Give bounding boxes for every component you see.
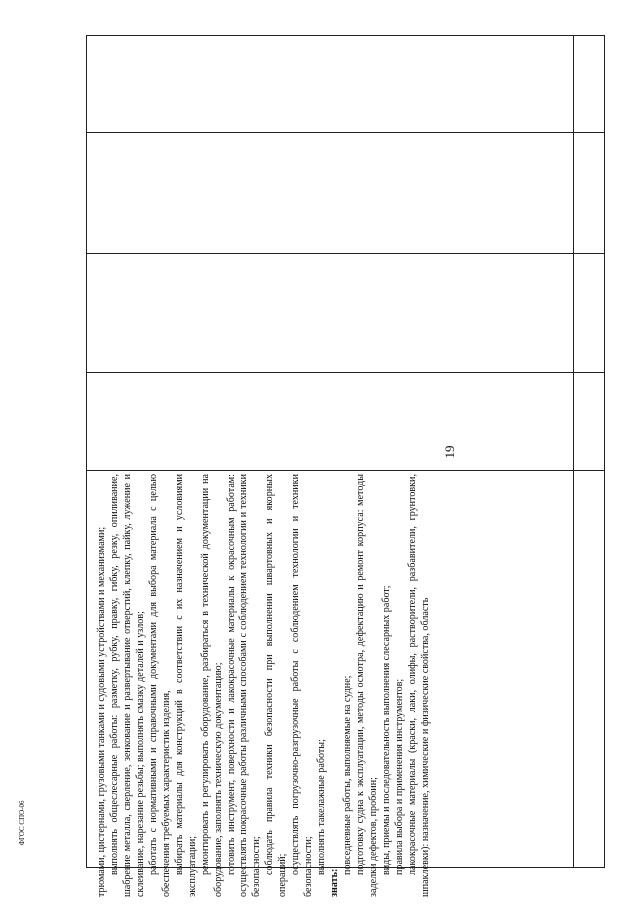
- table-row-divider-4: [86, 470, 604, 471]
- text-paragraph: повседневные работы, выполняемые на судне;: [342, 675, 354, 875]
- text-paragraph: подготовку судна к эксплуатации, методы осмотра, дефектацию и ремонт корпуса: методы заделки дефектов, пробоин;: [355, 474, 380, 897]
- text-paragraph: выполнять такелажные работы;: [316, 739, 328, 875]
- text-paragraph: выбирать материалы для конструкций в соответствии с их назначением и условиями эксплуатации;: [173, 474, 198, 897]
- text-paragraph: ремонтировать и регулировать оборудование, разбираться в технической документации на оборудование, заполнять техническую документацию;: [199, 474, 224, 897]
- text-paragraph: лакокрасочные материалы (краски, лаки, олифы, растворители, разбавители, грунтовки, шпаклевки): назначение, химические и физические свойства, область: [406, 474, 431, 897]
- table-row-divider-3: [86, 372, 604, 373]
- text-paragraph: осуществлять погрузочно-разгрузочные работы с соблюдением технологии и техники безопасности;: [290, 474, 315, 897]
- skills-knowledge-cell: [96, 472, 572, 899]
- footer-code: ФГОС СПО-06: [18, 800, 26, 846]
- table-border-top: [86, 35, 604, 36]
- table-border-right: [604, 35, 605, 868]
- text-paragraph: соблюдать правила техники безопасности при выполнении швартовных и якорных операций;: [264, 474, 289, 897]
- table-border-left: [86, 35, 87, 868]
- section-heading: знать:: [329, 868, 341, 897]
- table-divider-text: [573, 35, 574, 868]
- table-row-divider-1: [86, 132, 604, 133]
- text-paragraph: готовить инструмент, поверхности и лакокрасочные материалы к окрасочным работам: осуществлять покрасочные работы различными способами с соблюдением технологии и техники безопасности;: [225, 474, 263, 897]
- skills-knowledge-text: [96, 474, 566, 897]
- table-row-divider-2: [86, 253, 604, 254]
- text-paragraph: выполнять общеслесарные работы: разметку, рубку, правку, гибку, резку, опиливание, шабрение металла, сверление, зенкование и развертывание отверстий, клепку, пайку, лужение и склеивание, нарезание резьбы; выполнять смазку деталей и узлов;: [108, 474, 146, 897]
- page-number: 19: [442, 445, 457, 459]
- text-paragraph: трюмами, цистернами, грузовыми танками и судовыми устройствами и механизмами;: [96, 526, 107, 897]
- text-paragraph: виды, приемы и последовательность выполнения слесарных работ;: [380, 585, 392, 875]
- text-paragraph: правила выбора и применения инструментов;: [393, 678, 405, 875]
- text-paragraph: работать с нормативными и справочными документами для выбора материала с целью обеспечения требуемых характеристик изделия,: [147, 474, 172, 897]
